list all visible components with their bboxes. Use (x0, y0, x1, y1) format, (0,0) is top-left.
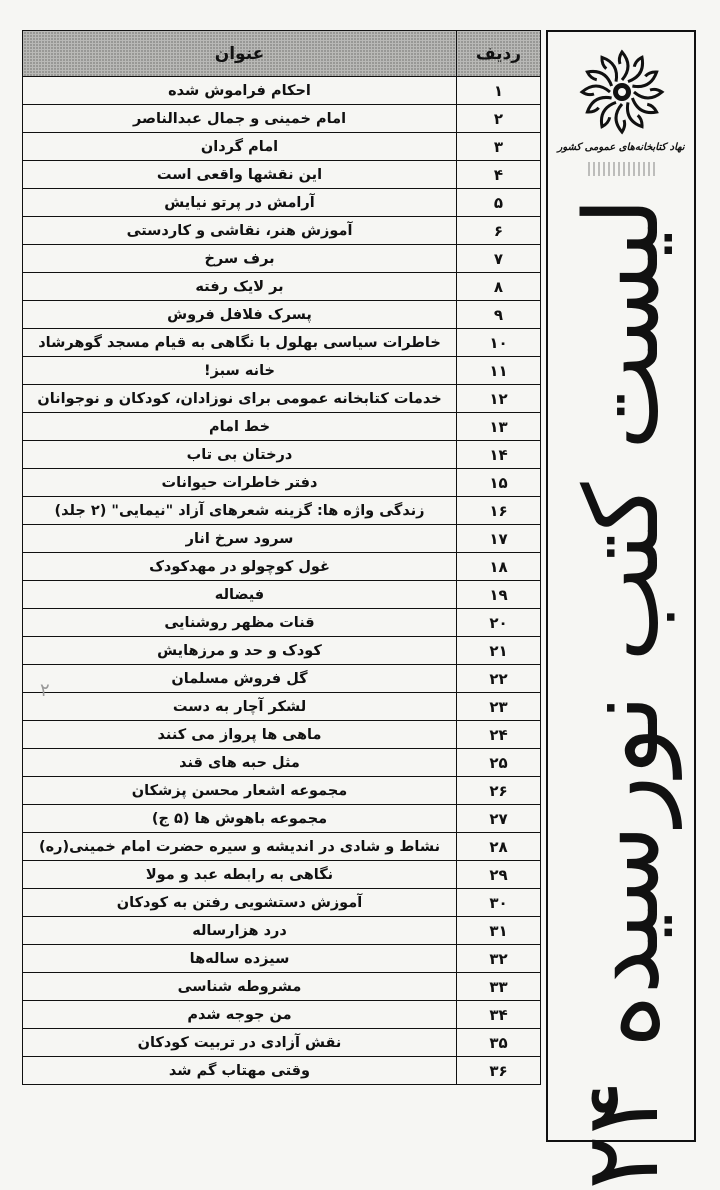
row-number: ۱۱ (457, 357, 541, 385)
book-title: نقش آزادی در تربیت کودکان (23, 1029, 457, 1057)
row-number: ۳۰ (457, 889, 541, 917)
pencil-margin-mark: ۲ (40, 680, 50, 701)
row-number: ۱ (457, 77, 541, 105)
table-row (23, 245, 541, 273)
table-row (23, 581, 541, 609)
table-row (23, 217, 541, 245)
table-row (23, 329, 541, 357)
book-title: پسرک فلافل فروش (23, 301, 457, 329)
table-row (23, 105, 541, 133)
emblem-petal (634, 89, 662, 98)
table-row (23, 133, 541, 161)
row-number: ۲۴ (457, 721, 541, 749)
book-title: خدمات کتابخانه عمومی برای نوزادان، کودکان و نوجوانان (23, 385, 457, 413)
table-row (23, 861, 541, 889)
book-title: غول کوچولو در مهدکودک (23, 553, 457, 581)
row-number: ۲۲ (457, 665, 541, 693)
table-row (23, 1057, 541, 1085)
book-title: سرود سرخ انار (23, 525, 457, 553)
row-number: ۱۷ (457, 525, 541, 553)
library-emblem-icon (574, 44, 670, 140)
row-number: ۱۰ (457, 329, 541, 357)
row-number: ۲۸ (457, 833, 541, 861)
table-row (23, 805, 541, 833)
logo-subtitle-scribble (588, 162, 658, 176)
book-title: آرامش در پرتو نیایش (23, 189, 457, 217)
book-title: خانه سبز! (23, 357, 457, 385)
row-number: ۷ (457, 245, 541, 273)
row-number: ۲۹ (457, 861, 541, 889)
book-title: نگاهی به رابطه عبد و مولا (23, 861, 457, 889)
book-title: نشاط و شادی در اندیشه و سیره حضرت امام خمینی(ره) (23, 833, 457, 861)
table-row (23, 441, 541, 469)
book-title: وقتی مهتاب گم شد (23, 1057, 457, 1085)
row-number: ۳ (457, 133, 541, 161)
row-number: ۳۶ (457, 1057, 541, 1085)
table-row (23, 721, 541, 749)
book-title: مجموعه باهوش ها (۵ ج) (23, 805, 457, 833)
row-number: ۳۲ (457, 945, 541, 973)
emblem-petal (619, 52, 628, 80)
book-title: درختان بی تاب (23, 441, 457, 469)
table-row (23, 889, 541, 917)
header-row-number: ردیف (457, 31, 541, 77)
table-row (23, 1029, 541, 1057)
row-number: ۴ (457, 161, 541, 189)
table-row (23, 749, 541, 777)
book-title: مشروطه شناسی (23, 973, 457, 1001)
book-title: کودک و حد و مرزهایش (23, 637, 457, 665)
header-title: عنوان (23, 31, 457, 77)
book-title: بر لایک رفته (23, 273, 457, 301)
book-title: آموزش دستشویی رفتن به کودکان (23, 889, 457, 917)
book-title: گل فروش مسلمان (23, 665, 457, 693)
table-row (23, 497, 541, 525)
row-number: ۲۵ (457, 749, 541, 777)
table-row (23, 973, 541, 1001)
table-row (23, 917, 541, 945)
row-number: ۲۷ (457, 805, 541, 833)
table-row (23, 189, 541, 217)
table-row (23, 833, 541, 861)
book-title: امام خمینی و جمال عبدالناصر (23, 105, 457, 133)
organization-name: نهاد کتابخانه‌های عمومی کشور (557, 142, 685, 153)
row-number: ۵ (457, 189, 541, 217)
title-panel (546, 30, 696, 1190)
row-number: ۹ (457, 301, 541, 329)
row-number: ۲۱ (457, 637, 541, 665)
table-body (23, 77, 541, 1085)
book-title: احکام فراموش شده (23, 77, 457, 105)
row-number: ۳۴ (457, 1001, 541, 1029)
row-number: ۲ (457, 105, 541, 133)
table-row (23, 945, 541, 973)
row-number: ۱۳ (457, 413, 541, 441)
table-row (23, 161, 541, 189)
row-number: ۳۳ (457, 973, 541, 1001)
book-title: امام گردان (23, 133, 457, 161)
emblem-petal (582, 86, 610, 95)
row-number: ۶ (457, 217, 541, 245)
book-title: خط امام (23, 413, 457, 441)
row-number: ۱۴ (457, 441, 541, 469)
table-row (23, 637, 541, 665)
table-row (23, 665, 541, 693)
row-number: ۲۰ (457, 609, 541, 637)
table-row (23, 525, 541, 553)
book-title: برف سرخ (23, 245, 457, 273)
table-row (23, 357, 541, 385)
table-row (23, 609, 541, 637)
book-title: خاطرات سیاسی بهلول با نگاهی به قیام مسجد گوهرشاد (23, 329, 457, 357)
book-title: سیزده ساله‌ها (23, 945, 457, 973)
book-title: قنات مظهر روشنایی (23, 609, 457, 637)
list-title-wrapper (563, 197, 720, 1190)
emblem-petal (616, 104, 625, 132)
book-title: فیضاله (23, 581, 457, 609)
book-title: مثل حبه های قند (23, 749, 457, 777)
table-row (23, 1001, 541, 1029)
table-row (23, 413, 541, 441)
book-title: این نقشها واقعی است (23, 161, 457, 189)
table-row (23, 385, 541, 413)
table-row (23, 469, 541, 497)
book-title: درد هزارساله (23, 917, 457, 945)
table-row (23, 553, 541, 581)
row-number: ۱۲ (457, 385, 541, 413)
book-title: زندگی واژه ها: گزینه شعرهای آزاد "نیمایی" (۲ جلد) (23, 497, 457, 525)
table-row (23, 693, 541, 721)
row-number: ۳۱ (457, 917, 541, 945)
book-title: مجموعه اشعار محسن پزشکان (23, 777, 457, 805)
row-number: ۱۸ (457, 553, 541, 581)
row-number: ۸ (457, 273, 541, 301)
list-title: لیست کتب نورسیده ۲۴ (563, 197, 682, 1190)
book-title: من جوجه شدم (23, 1001, 457, 1029)
table-row (23, 273, 541, 301)
row-number: ۲۳ (457, 693, 541, 721)
table-header (23, 31, 541, 77)
book-title: لشکر آچار به دست (23, 693, 457, 721)
row-number: ۱۶ (457, 497, 541, 525)
row-number: ۱۵ (457, 469, 541, 497)
table-row (23, 301, 541, 329)
row-number: ۲۶ (457, 777, 541, 805)
table-row (23, 77, 541, 105)
book-title: دفتر خاطرات حیوانات (23, 469, 457, 497)
book-title: آموزش هنر، نقاشی و کاردستی (23, 217, 457, 245)
table-row (23, 777, 541, 805)
book-list-table (22, 30, 541, 1085)
row-number: ۳۵ (457, 1029, 541, 1057)
row-number: ۱۹ (457, 581, 541, 609)
book-title: ماهی ها پرواز می کنند (23, 721, 457, 749)
